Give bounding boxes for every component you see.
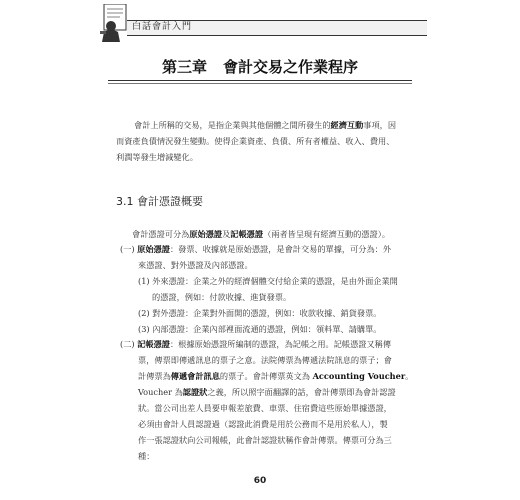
title-rule-thin <box>108 83 412 84</box>
chapter-name: 會計交易之作業程序 <box>223 58 359 76</box>
body-para-1: 會計憑證可分為原始憑證及記帳憑證（兩者皆呈現有經濟互動的憑證）。 <box>132 229 390 239</box>
list-item-2-line-1: (二) 記帳憑證：根據原始憑證所編制的憑證，為記帳之用。記帳憑證又稱傳 <box>120 339 392 349</box>
list-item-2-line-2: 票，傳票即傳遞訊息的票子之意。法院傳票為傳遞法院訊息的票子；會 <box>138 355 392 365</box>
sub-item-1-line-1: (1) 外來憑證：企業之外的經濟個體交付給企業的憑證，是由外面企業開 <box>138 276 398 286</box>
chapter-title <box>0 56 520 77</box>
intro-line-3: 利潤等發生增減變化。 <box>116 152 198 162</box>
intro-line-1: 會計上所稱的交易，是指企業與其他個體之間所發生的經濟互動事項，因 <box>134 120 397 130</box>
list-item-1-line-1: (一) 原始憑證：發票、收據就是原始憑證，是會計交易的單據，可分為：外 <box>120 244 392 254</box>
list-item-2-line-4: Voucher 為認證狀之義，所以照字面翻譯的話，會計傳票即為會計認證 <box>138 387 396 397</box>
sub-item-3: (3) 內部憑證：企業內部裡面流通的憑證，例如：領料單、請購單。 <box>138 324 382 334</box>
intro-line-2: 而資產負債情況發生變動。使得企業資產、負債、所有者權益、收入、費用、 <box>116 136 395 146</box>
list-item-2-line-5: 狀。當公司出差人員要申報差旅費、車票、住宿費這些原始單據憑證， <box>138 403 392 413</box>
section-heading: 3.1 會計憑證概要 <box>116 195 203 208</box>
list-item-2-line-7: 作一張認證狀向公司報帳，此會計認證狀稱作會計傳票。傳票可分為三 <box>138 435 392 445</box>
title-rule-thick <box>108 80 412 81</box>
list-item-2-line-8: 種： <box>138 451 155 461</box>
sub-item-2: (2) 對外憑證：企業對外面開的憑證，例如：收款收據、銷貨發票。 <box>138 308 382 318</box>
running-header-label: 白話會計入門 <box>132 22 193 32</box>
list-item-1-line-2: 來憑證、對外憑證及內部憑證。 <box>138 260 253 270</box>
list-item-2-line-3: 計傳票為傳遞會計訊息的票子。會計傳票英文為 Accounting Voucher。 <box>138 371 414 381</box>
chapter-number: 第三章 <box>161 58 207 76</box>
list-item-2-line-6: 必須由會計人員認證過（認證此消費是用於公務而不是用於私人），製 <box>138 419 388 429</box>
book-reader-icon <box>98 4 128 42</box>
sub-item-1-line-2: 的憑證，例如：付款收據、進貨發票。 <box>152 292 292 302</box>
page-number: 60 <box>253 476 267 486</box>
